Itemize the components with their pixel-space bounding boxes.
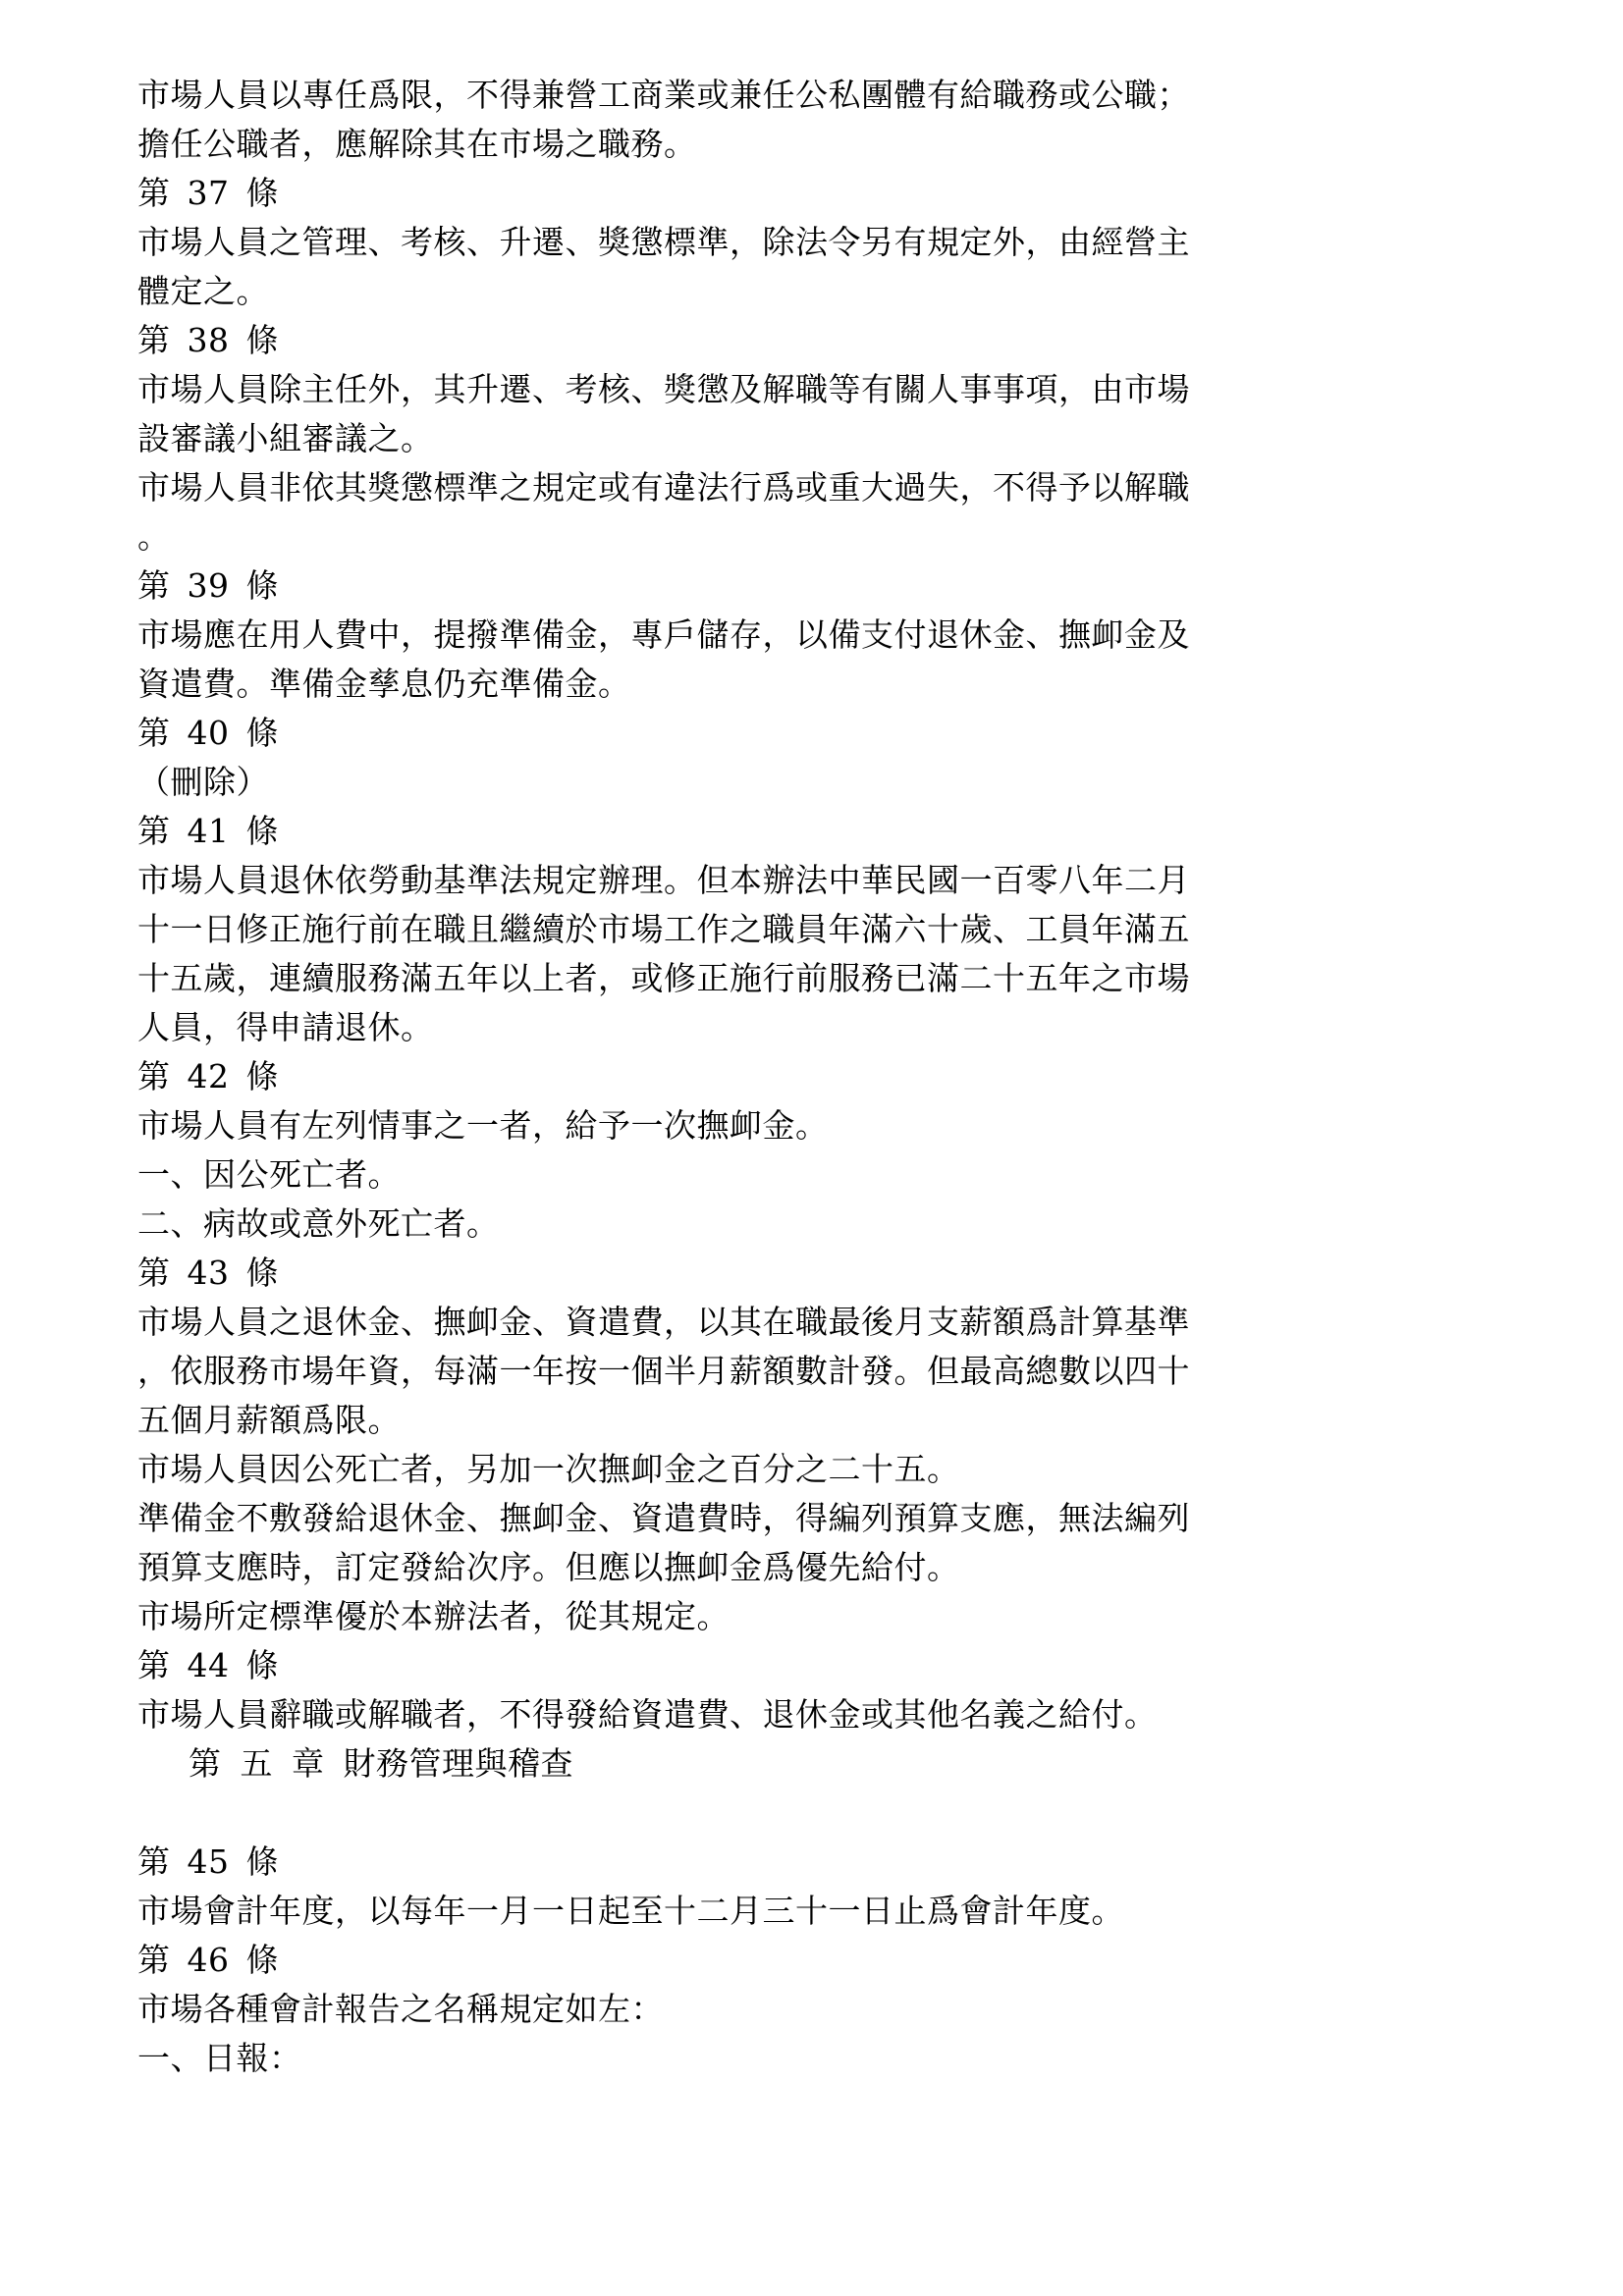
article-heading: 第 38 條	[137, 321, 279, 359]
text-line: 十一日修正施行前在職且繼續於市場工作之職員年滿六十歲、工員年滿五	[137, 910, 1190, 948]
text-line: 市場各種會計報告之名稱規定如左：	[137, 1990, 664, 2028]
article-heading: 第 41 條	[137, 812, 279, 850]
text-line: 市場人員退休依勞動基準法規定辦理。但本辦法中華民國一百零八年二月	[137, 861, 1190, 899]
text-line: 市場人員非依其獎懲標準之規定或有違法行爲或重大過失，不得予以解職	[137, 468, 1190, 507]
article-heading: 第 45 條	[137, 1842, 279, 1881]
text-line: 人員，得申請退休。	[137, 1008, 434, 1046]
text-line: 五個月薪額爲限。	[137, 1401, 401, 1439]
text-line: 資遣費。準備金孳息仍充準備金。	[137, 665, 631, 703]
text-line: 市場人員以專任爲限，不得兼營工商業或兼任公私團體有給職務或公職；	[137, 76, 1190, 114]
text-line: 體定之。	[137, 272, 269, 310]
article-heading: 第 37 條	[137, 174, 279, 212]
text-line: （刪除）	[137, 763, 269, 801]
article-heading: 第 44 條	[137, 1646, 279, 1684]
text-line: ，依服務市場年資，每滿一年按一個半月薪額數計發。但最高總數以四十	[137, 1352, 1190, 1390]
text-line: 擔任公職者，應解除其在市場之職務。	[137, 125, 697, 163]
text-line: 市場所定標準優於本辦法者，從其規定。	[137, 1597, 730, 1635]
article-heading: 第 39 條	[137, 566, 279, 605]
text-line: 十五歲，連續服務滿五年以上者，或修正施行前服務已滿二十五年之市場	[137, 959, 1190, 997]
text-line: 市場人員除主任外，其升遷、考核、獎懲及解職等有關人事事項，由市場	[137, 370, 1190, 408]
text-line: 市場人員因公死亡者，另加一次撫卹金之百分之二十五。	[137, 1450, 960, 1488]
text-line: 準備金不敷發給退休金、撫卹金、資遣費時，得編列預算支應，無法編列	[137, 1499, 1190, 1537]
text-line: 一、日報：	[137, 2039, 302, 2077]
text-line: 市場會計年度，以每年一月一日起至十二月三十一日止爲會計年度。	[137, 1892, 1124, 1930]
chapter-heading: 第 五 章 財務管理與稽查	[189, 1744, 573, 1783]
text-line: 預算支應時，訂定發給次序。但應以撫卹金爲優先給付。	[137, 1548, 960, 1586]
text-line: 二、病故或意外死亡者。	[137, 1204, 500, 1243]
article-heading: 第 40 條	[137, 714, 279, 752]
text-line: 市場人員之退休金、撫卹金、資遣費，以其在職最後月支薪額爲計算基準	[137, 1303, 1190, 1341]
text-line: 市場人員辭職或解職者，不得發給資遣費、退休金或其他名義之給付。	[137, 1695, 1158, 1734]
article-heading: 第 43 條	[137, 1254, 279, 1292]
article-heading: 第 46 條	[137, 1941, 279, 1979]
text-line: 一、因公死亡者。	[137, 1155, 401, 1194]
text-line: 市場人員之管理、考核、升遷、獎懲標準，除法令另有規定外，由經營主	[137, 223, 1190, 261]
text-line: 市場人員有左列情事之一者，給予一次撫卹金。	[137, 1106, 829, 1145]
text-line: 設審議小組審議之。	[137, 419, 434, 457]
article-heading: 第 42 條	[137, 1057, 279, 1095]
text-line: 。	[137, 517, 171, 556]
text-line: 市場應在用人費中，提撥準備金，專戶儲存，以備支付退休金、撫卹金及	[137, 615, 1190, 654]
document-body	[137, 71, 1512, 2083]
blank-line	[137, 1789, 1512, 1838]
